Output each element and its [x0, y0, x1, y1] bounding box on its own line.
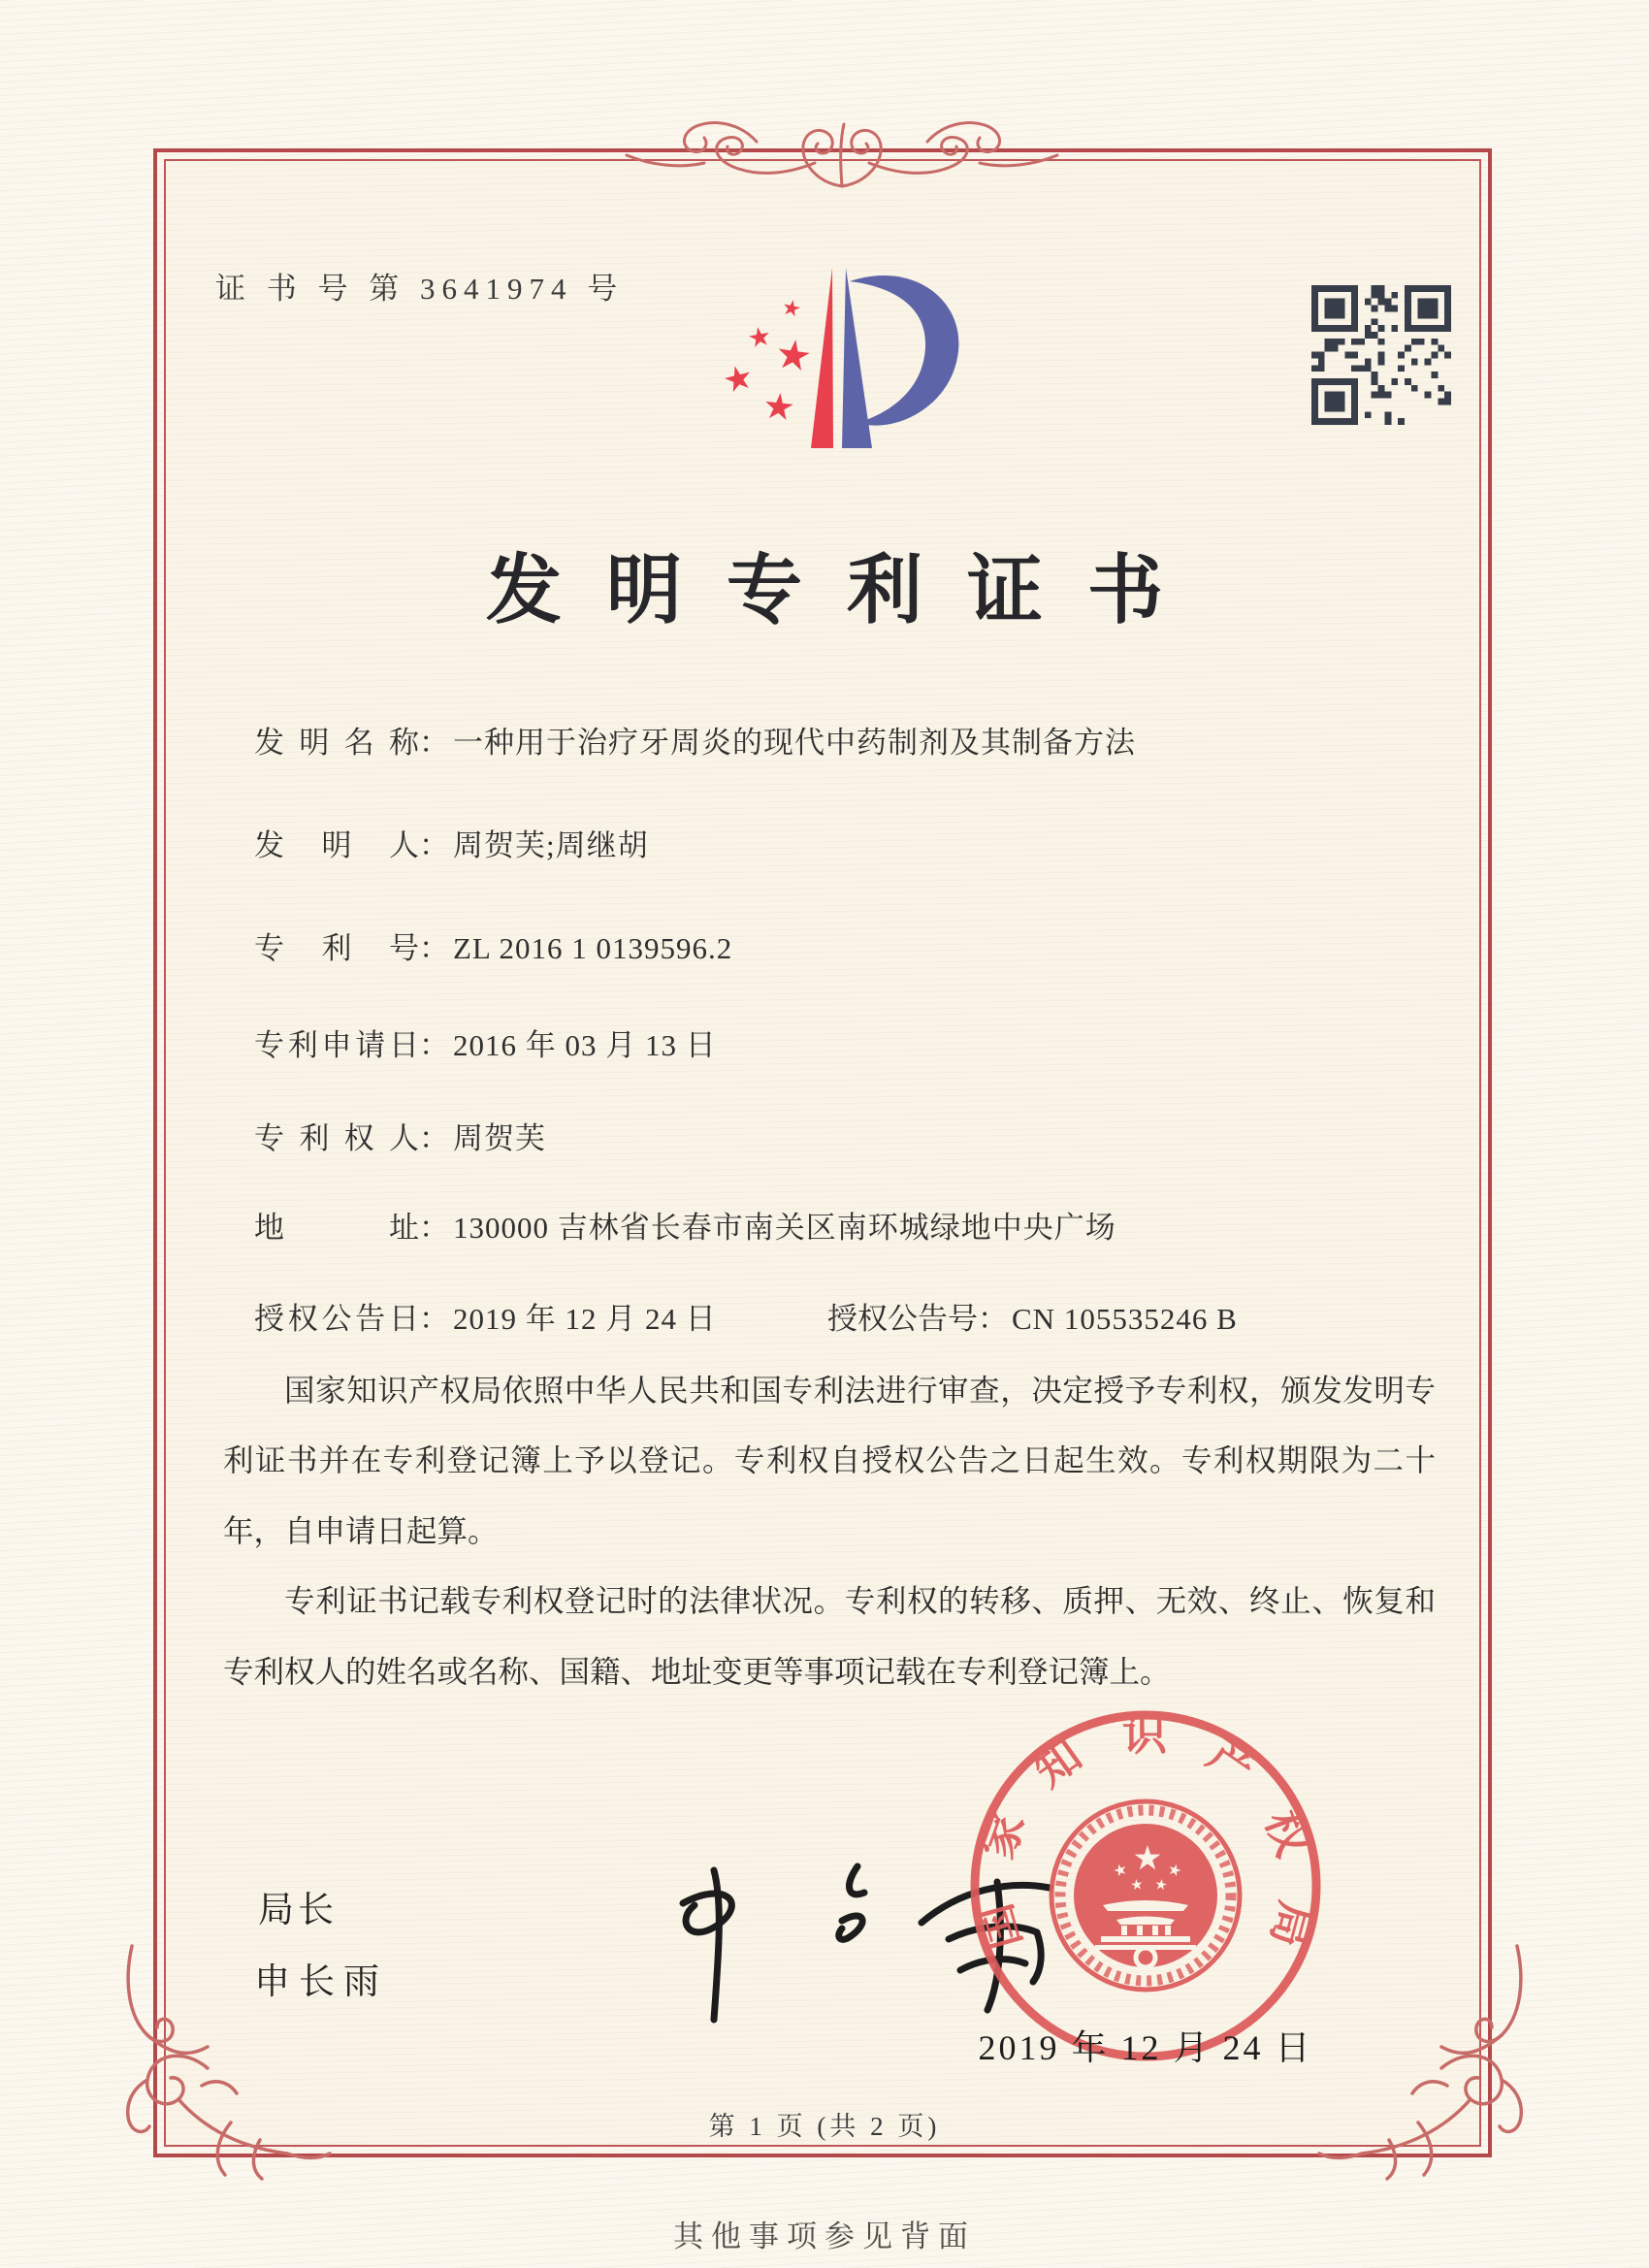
field-value: 130000 吉林省长春市南关区南环城绿地中央广场 [453, 1211, 1116, 1245]
colon: ： [419, 1121, 449, 1155]
logo-blue-p [850, 275, 958, 426]
official-seal [965, 1705, 1326, 2066]
cnipa-logo [669, 243, 972, 454]
field-value: 周贺芙;周继胡 [453, 828, 649, 862]
field-label: 专利号 [254, 931, 419, 965]
colon: ： [419, 931, 449, 965]
field-grant-row [254, 1294, 1457, 1338]
field-value: 一种用于治疗牙周炎的现代中药制剂及其制备方法 [453, 726, 1136, 760]
field-patentee [254, 1114, 546, 1157]
field-label: 专利权人 [254, 1121, 419, 1155]
back-side-note: 其他事项参见背面 [673, 2219, 976, 2253]
field-inventor [254, 821, 649, 864]
seal-ring-text: 国家知识产权局 [970, 1709, 1321, 1956]
legal-text [223, 1356, 1436, 1707]
field-value: CN 105535246 B [1012, 1302, 1238, 1336]
field-value: 周贺芙 [453, 1121, 546, 1155]
legal-paragraph-2: 专利证书记载专利权登记时的法律状况。专利权的转移、质押、无效、终止、恢复和专利权人的姓名或名称、国籍、地址变更等事项记载在专利登记簿上。 [223, 1584, 1436, 1689]
field-address [254, 1203, 1116, 1247]
colon: ： [419, 828, 449, 862]
colon: ： [419, 1211, 449, 1245]
legal-paragraph-1: 国家知识产权局依照中华人民共和国专利法进行审查，决定授予专利权，颁发发明专利证书并在专利登记簿上予以登记。专利权自授权公告之日起生效。专利权期限为二十年，自申请日起算。 [223, 1374, 1436, 1548]
certificate-number: 证 书 号 第 3641974 号 [215, 272, 625, 306]
field-label: 授权公告日 [254, 1302, 419, 1336]
certificate-title: 发明专利证书 [485, 548, 1208, 632]
colon: ： [419, 726, 449, 760]
page-number: 第 1 页 (共 2 页) [708, 2112, 941, 2141]
field-label: 授权公告号 [827, 1302, 978, 1336]
field-value: ZL 2016 1 0139596.2 [453, 931, 733, 965]
director-name: 申长雨 [254, 1962, 388, 2002]
barcode [233, 1756, 568, 1787]
field-label: 地址 [254, 1211, 419, 1245]
field-label: 发明人 [254, 828, 419, 862]
field-invention-name [254, 718, 1136, 761]
director-title: 局长 [258, 1891, 338, 1930]
colon: ： [419, 1028, 449, 1062]
colon: ： [978, 1302, 1008, 1336]
field-patent-number [254, 923, 732, 967]
field-value: 2016 年 03 月 13 日 [453, 1028, 717, 1062]
seal-national-emblem [1051, 1801, 1240, 1990]
field-grant-number [827, 1294, 1238, 1338]
field-label: 专利申请日 [254, 1028, 419, 1062]
seal-date: 2019 年 12 月 24 日 [978, 2028, 1313, 2067]
qr-code [1311, 285, 1451, 425]
field-label: 发明名称 [254, 726, 419, 760]
field-value: 2019 年 12 月 24 日 [453, 1302, 717, 1336]
field-filing-date [254, 1021, 717, 1064]
colon: ： [419, 1302, 449, 1336]
logo-red-wedge [811, 268, 833, 448]
logo-red-stars [723, 298, 812, 420]
